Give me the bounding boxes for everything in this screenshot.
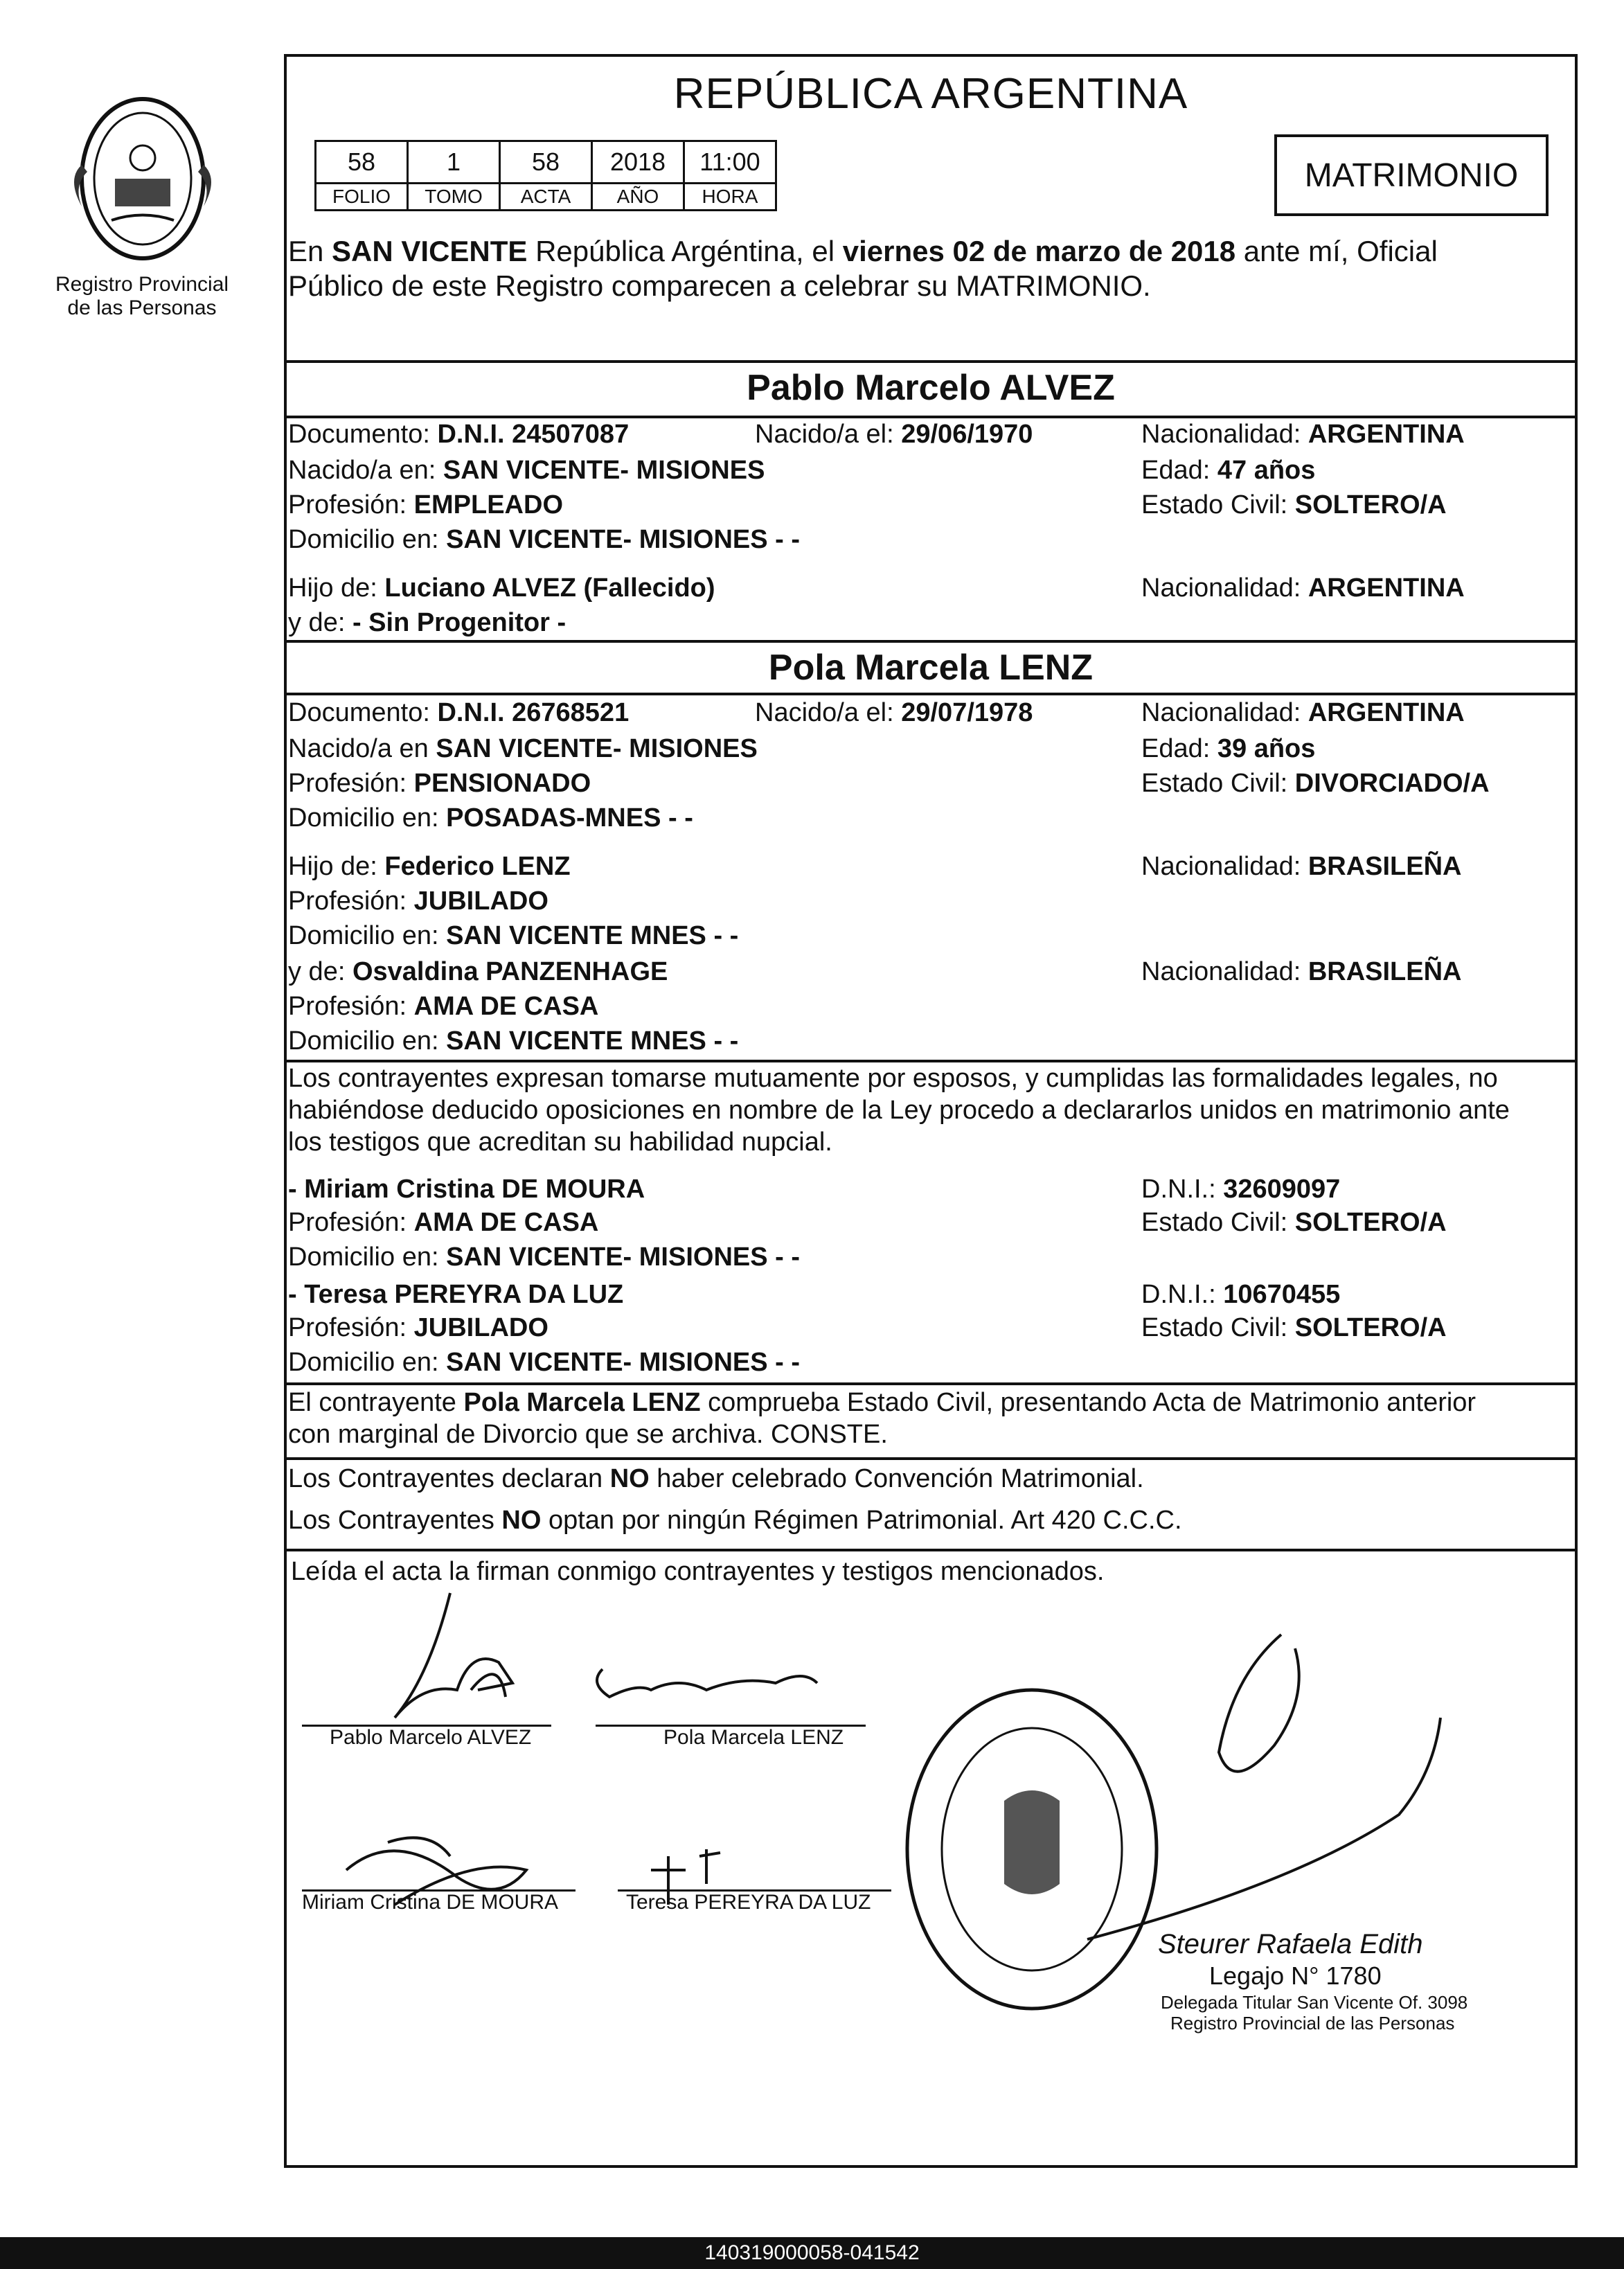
spouse2-estado: Estado Civil: DIVORCIADO/A — [1141, 769, 1490, 798]
divider — [284, 640, 1578, 643]
convention-line-2: Los Contrayentes NO optan por ningún Régimen Patrimonial. Art 420 C.C.C. — [288, 1506, 1182, 1535]
spouse2-profesion: Profesión: PENSIONADO — [288, 769, 591, 798]
convention-line-1: Los Contrayentes declaran NO haber celebrado Convención Matrimonial. — [288, 1464, 1144, 1493]
spouse1-nacionalidad: Nacionalidad: ARGENTINA — [1141, 420, 1465, 449]
official-name: Steurer Rafaela Edith — [1158, 1929, 1423, 1959]
hora-label: HORA — [684, 184, 776, 211]
spouse1-estado: Estado Civil: SOLTERO/A — [1141, 490, 1447, 519]
spouse2-padre-dom: Domicilio en: SAN VICENTE MNES - - — [288, 921, 739, 950]
signature-spouse2: Pola Marcela LENZ — [663, 1726, 844, 1749]
spouse2-domicilio: Domicilio en: POSADAS-MNES - - — [288, 803, 693, 833]
spouse2-nacido-en: Nacido/a en SAN VICENTE- MISIONES — [288, 734, 758, 763]
spouse2-nacido-el: Nacido/a el: 29/07/1978 — [755, 698, 1033, 727]
hora-value: 11:00 — [684, 141, 776, 184]
spouse1-edad: Edad: 47 años — [1141, 456, 1316, 485]
folio-value: 58 — [316, 141, 408, 184]
closing-text: Leída el acta la firman conmigo contrayentes y testigos mencionados. — [291, 1557, 1105, 1586]
anio-value: 2018 — [592, 141, 684, 184]
spouse1-nacido-el: Nacido/a el: 29/06/1970 — [755, 420, 1033, 449]
divider — [284, 360, 1578, 363]
seal-caption: Registro Provincial de las Personas — [55, 273, 229, 319]
spouse2-madre-nac: Nacionalidad: BRASILEÑA — [1141, 957, 1462, 986]
signature-spouse1: Pablo Marcelo ALVEZ — [330, 1726, 532, 1749]
anio-label: AÑO — [592, 184, 684, 211]
divider — [284, 1382, 1578, 1385]
witness1-dni: D.N.I.: 32609097 — [1141, 1175, 1341, 1204]
witness1-domicilio: Domicilio en: SAN VICENTE- MISIONES - - — [288, 1243, 800, 1272]
witness2-dni: D.N.I.: 10670455 — [1141, 1280, 1341, 1309]
spouse2-nacionalidad: Nacionalidad: ARGENTINA — [1141, 698, 1465, 727]
tomo-value: 1 — [408, 141, 500, 184]
intro-line-2: Público de este Registro comparecen a celebrar su MATRIMONIO. — [288, 269, 1151, 302]
witness2-estado: Estado Civil: SOLTERO/A — [1141, 1313, 1447, 1342]
signature-witness2: Teresa PEREYRA DA LUZ — [626, 1891, 871, 1914]
spouse1-padre: Hijo de: Luciano ALVEZ (Fallecido) — [288, 573, 715, 603]
spouse1-documento: Documento: D.N.I. 24507087 — [288, 420, 630, 449]
acta-value: 58 — [500, 141, 592, 184]
official-legajo: Legajo N° 1780 — [1209, 1961, 1382, 1990]
spouse2-name: Pola Marcela LENZ — [768, 648, 1094, 688]
spouse1-profesion: Profesión: EMPLEADO — [288, 490, 564, 519]
signature-witness1: Miriam Cristina DE MOURA — [302, 1891, 559, 1914]
spouse1-nacido-en: Nacido/a en: SAN VICENTE- MISIONES — [288, 456, 765, 485]
page-title: REPÚBLICA ARGENTINA — [673, 70, 1188, 118]
document-code: 140319000058-041542 — [0, 2237, 1624, 2269]
witness2-name: - Teresa PEREYRA DA LUZ — [288, 1280, 624, 1309]
spouse2-madre: y de: Osvaldina PANZENHAGE — [288, 957, 668, 986]
spouse1-domicilio: Domicilio en: SAN VICENTE- MISIONES - - — [288, 525, 800, 554]
spouse1-madre: y de: - Sin Progenitor - — [288, 608, 566, 637]
witness2-domicilio: Domicilio en: SAN VICENTE- MISIONES - - — [288, 1348, 800, 1377]
document-type: MATRIMONIO — [1274, 134, 1549, 216]
official-role: Delegada Titular San Vicente Of. 3098 — [1161, 1992, 1468, 2013]
acta-label: ACTA — [500, 184, 592, 211]
divider — [284, 1457, 1578, 1460]
registry-table — [314, 140, 777, 211]
witness1-name: - Miriam Cristina DE MOURA — [288, 1175, 645, 1204]
spouse2-madre-prof: Profesión: AMA DE CASA — [288, 992, 599, 1021]
spouse2-padre: Hijo de: Federico LENZ — [288, 852, 571, 881]
civil-note-line-2: con marginal de Divorcio que se archiva. CONSTE. — [288, 1420, 888, 1449]
intro-line-1: En SAN VICENTE República Argéntina, el viernes 02 de marzo de 2018 ante mí, Oficial — [288, 235, 1438, 267]
official-stamp — [893, 1676, 1170, 2022]
spouse2-padre-nac: Nacionalidad: BRASILEÑA — [1141, 852, 1462, 881]
declaration-line-3: los testigos que acreditan su habilidad nupcial. — [288, 1128, 832, 1157]
declaration-line-1: Los contrayentes expresan tomarse mutuamente por esposos, y cumplidas las formalidades legales, no — [288, 1064, 1498, 1093]
witness2-profesion: Profesión: JUBILADO — [288, 1313, 548, 1342]
witness1-estado: Estado Civil: SOLTERO/A — [1141, 1208, 1447, 1237]
divider — [284, 693, 1578, 695]
spouse2-edad: Edad: 39 años — [1141, 734, 1316, 763]
spouse1-name: Pablo Marcelo ALVEZ — [747, 368, 1115, 408]
spouse2-madre-dom: Domicilio en: SAN VICENTE MNES - - — [288, 1026, 739, 1056]
spouse1-padre-nac: Nacionalidad: ARGENTINA — [1141, 573, 1465, 603]
witness1-profesion: Profesión: AMA DE CASA — [288, 1208, 599, 1237]
tomo-label: TOMO — [408, 184, 500, 211]
declaration-line-2: habiéndose deducido oposiciones en nombre de la Ley procedo a declararlos unidos en matrimonio ante — [288, 1096, 1510, 1125]
spouse2-documento: Documento: D.N.I. 26768521 — [288, 698, 630, 727]
official-registry: Registro Provincial de las Personas — [1170, 2013, 1455, 2034]
divider — [284, 1549, 1578, 1551]
spouse2-padre-prof: Profesión: JUBILADO — [288, 887, 548, 916]
folio-label: FOLIO — [316, 184, 408, 211]
civil-note-line-1: El contrayente Pola Marcela LENZ comprueba Estado Civil, presentando Acta de Matrimonio anterior — [288, 1388, 1476, 1417]
province-seal — [46, 89, 240, 269]
